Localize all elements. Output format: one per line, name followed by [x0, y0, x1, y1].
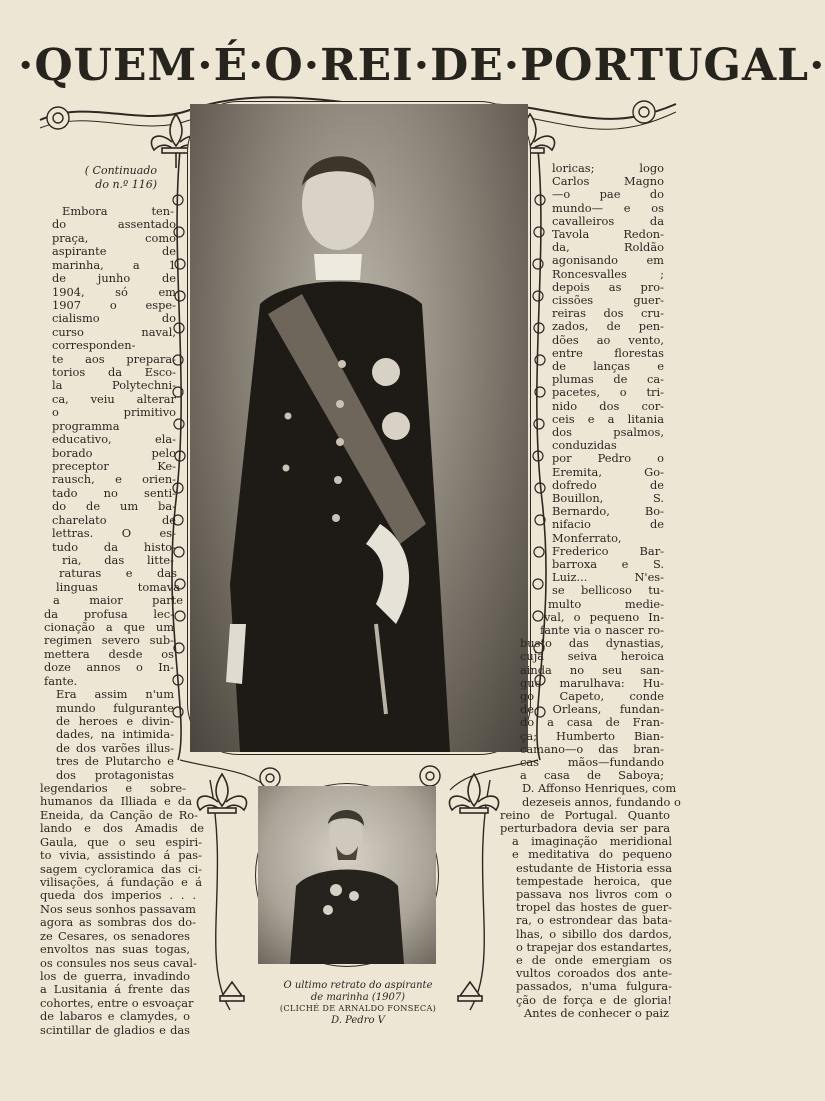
text-line: dezeseis annos, fundando o: [522, 794, 681, 809]
text-line: de dos varões illus-: [56, 740, 174, 755]
text-line: camano—o das bran-: [520, 741, 664, 756]
continuation-line-1: ( Continuado: [84, 164, 157, 177]
text-line: Bernardo, Bo-: [552, 504, 664, 519]
text-line: programma: [52, 418, 120, 433]
medallion-figure-icon: [258, 786, 436, 964]
text-line: torios da Esco-: [52, 365, 176, 380]
text-line: zados, de pen-: [552, 319, 664, 334]
text-line: Roncesvalles ;: [552, 266, 664, 281]
text-line: a imaginação meridional: [512, 834, 672, 849]
text-line: do de um ba-: [52, 499, 176, 514]
text-line: e meditativa do pequeno: [512, 847, 672, 862]
text-line: dões ao vento,: [552, 332, 664, 347]
text-line: Embora ten-: [62, 204, 174, 218]
text-line: fante.: [44, 673, 78, 688]
text-line: ca, veiu alterar: [52, 391, 176, 406]
text-line: te aos prepara-: [52, 351, 176, 366]
text-line: mundo— e os: [552, 200, 664, 215]
text-line: pacetes, o tri-: [552, 385, 664, 400]
text-line: dofredo de: [552, 477, 664, 492]
text-line: loricas; logo: [552, 161, 664, 175]
text-line: lhas, o sibillo dos dardos,: [516, 926, 672, 941]
text-line: por Pedro o: [552, 451, 664, 466]
text-line: do a casa de Fran-: [520, 715, 664, 730]
text-line: passava nos livros com o: [516, 887, 672, 901]
text-line: perturbadora devia ser para: [500, 821, 670, 835]
text-line: Bouillon, S.: [552, 491, 664, 505]
text-line: cuja seiva heroica: [520, 649, 664, 664]
medallion-photo: [258, 786, 436, 964]
text-line: praça, como: [52, 230, 176, 245]
text-line: se bellicoso tu-: [552, 583, 664, 598]
text-line: dos protagonistas: [56, 767, 174, 782]
main-photo: [190, 104, 528, 752]
text-line: Era assim n'um: [56, 687, 174, 702]
text-line: val, o pequeno In-: [544, 609, 664, 624]
text-line: a casa de Saboya;: [520, 768, 664, 783]
text-line: cas mãos—fundando: [520, 755, 664, 769]
text-line: vultos coroados dos ante-: [516, 966, 672, 981]
text-line: ze Cesares, os senadores: [40, 928, 190, 943]
continuation-line-2: do n.º 116): [95, 178, 157, 191]
text-line: a Lusitania á frente das: [40, 982, 190, 997]
text-line: a maior parte: [53, 593, 183, 608]
text-line: Antes de conhecer o paiz: [524, 1005, 670, 1020]
text-line: busto das dynastias,: [520, 636, 664, 651]
text-line: de junho de: [52, 271, 176, 286]
text-line: Carlos Magno: [552, 174, 664, 189]
text-line: ça; Humberto Bian-: [520, 728, 664, 743]
text-line: fante via o nascer ro-: [540, 623, 664, 637]
text-line: cialismo do: [52, 311, 176, 326]
photo-caption: [262, 980, 454, 1026]
text-line: 1904, só em: [52, 284, 176, 299]
text-line: ra, o estrondear das bata-: [516, 913, 672, 928]
text-line: curso naval,: [52, 324, 176, 339]
text-line: da profusa lec-: [44, 606, 174, 621]
text-line: barroxa e S.: [552, 557, 664, 571]
text-line: ção de força e de gloria!: [516, 992, 672, 1007]
text-line: Frederico Bar-: [552, 543, 664, 558]
text-line: doze annos o In-: [44, 660, 174, 675]
text-line: depois as pro-: [552, 279, 664, 294]
text-line: lando e dos Amadis de: [40, 821, 204, 836]
text-line: plumas de ca-: [552, 372, 664, 387]
text-line: sagem cycloramica das ci-: [40, 861, 202, 876]
text-line: borado pelo: [52, 445, 176, 460]
photo-credit: (CLICHÉ DE ARNALDO FONSECA): [279, 1003, 437, 1014]
text-line: Eremita, Go-: [552, 464, 664, 479]
text-line: lettras. O es-: [52, 526, 176, 541]
text-line: tado no senti-: [52, 485, 176, 500]
text-line: regimen severo sub-: [44, 633, 174, 648]
text-line: o primitivo: [52, 405, 176, 420]
text-line: linguas tomava: [56, 579, 180, 594]
text-line: e de onde emergiam os: [516, 953, 672, 967]
text-line: Luiz... N'es-: [552, 570, 664, 585]
text-line: tropel das hostes de guer-: [516, 900, 672, 915]
text-line: tudo da histo-: [52, 539, 176, 554]
text-line: educativo, ela-: [52, 432, 176, 447]
text-line: queda dos imperios . . .: [40, 888, 196, 903]
text-line: humanos da Illiada e da: [40, 794, 192, 809]
text-line: de heroes e divin-: [56, 713, 174, 728]
text-line: conduzidas: [552, 438, 617, 453]
text-line: ainda no seu san-: [520, 662, 664, 677]
medallion-label: D. Pedro V: [331, 1014, 385, 1026]
text-line: mettera desde os: [44, 646, 174, 661]
text-line: nifacio de: [552, 517, 664, 532]
text-line: dos psalmos,: [552, 425, 664, 439]
text-line: de lanças e: [552, 359, 664, 373]
text-line: da, Roldão: [552, 240, 664, 255]
text-line: preceptor Ke-: [52, 458, 176, 473]
text-line: cavalleiros da: [552, 213, 664, 228]
text-line: los de guerra, invadindo: [40, 968, 190, 983]
text-line: passados, n'uma fulgura-: [516, 979, 672, 994]
text-line: estudante de Historia essa: [516, 860, 672, 875]
text-line: do assentado: [52, 217, 176, 232]
continuation-note: [62, 164, 157, 192]
text-line: Tavola Redon-: [552, 227, 664, 241]
text-line: —o pae do: [552, 187, 664, 202]
text-line: D. Affonso Henriques, com: [522, 781, 677, 796]
text-line: charelato de: [52, 512, 176, 527]
text-line: cohortes, entre o esvoaçar: [40, 995, 194, 1010]
text-line: agonisando em: [552, 253, 664, 268]
text-line: vilisações, á fundação e á: [40, 875, 202, 889]
text-line: gue marulhava: Hu-: [520, 675, 664, 690]
text-line: cissões guer-: [552, 293, 664, 307]
text-line: nido dos cor-: [552, 398, 664, 413]
caption-line-1: O ultimo retrato do aspirante: [283, 980, 433, 991]
text-line: envoltos nas suas togas,: [40, 942, 190, 957]
text-line: reiras dos cru-: [552, 306, 664, 321]
text-line: reino de Portugal. Quanto: [500, 807, 670, 822]
text-line: mundo fulgurante: [56, 700, 174, 715]
text-line: de Orleans, fundan-: [520, 702, 664, 717]
text-line: corresponden-: [52, 338, 136, 353]
text-line: marinha, a 1: [52, 257, 176, 272]
text-line: aspirante de: [52, 244, 176, 259]
text-line: dades, na intimida-: [56, 727, 174, 742]
caption-line-2: de marinha (1907): [310, 991, 406, 1003]
text-line: agora as sombras dos do-: [40, 915, 196, 930]
text-line: cionação a que um: [44, 620, 174, 635]
text-line: de labaros e clamydes, o: [40, 1009, 190, 1024]
text-line: multo medie-: [548, 596, 664, 611]
portrait-figure-icon: [190, 104, 528, 752]
text-line: rausch, e orien-: [52, 472, 176, 487]
text-line: Gaula, que o seu espiri-: [40, 834, 202, 849]
text-line: Monferrato,: [552, 530, 622, 545]
text-line: scintillar de gladios e das: [40, 1022, 190, 1037]
text-line: go Capeto, conde: [520, 689, 664, 703]
text-line: ceis e a litania: [552, 411, 664, 426]
text-line: Eneida, da Canção de Ro-: [40, 807, 198, 822]
text-line: to vivia, assistindo á pas-: [40, 848, 202, 863]
text-line: raturas e das: [59, 566, 177, 581]
text-line: entre florestas: [552, 345, 664, 360]
text-line: tres de Plutarcho e: [56, 754, 174, 769]
text-line: Nos seus sonhos passavam: [40, 901, 196, 916]
text-line: 1907 o espe-: [52, 297, 176, 312]
text-line: tempestade heroica, que: [516, 873, 672, 888]
text-line: o trapejar dos estandartes,: [516, 939, 672, 954]
text-line: os consules nos seus caval-: [40, 955, 197, 970]
page-title: ·QUEM·É·O·REI·DE·PORTUGAL·: [18, 40, 825, 91]
text-line: legendarios e sobre-: [40, 781, 186, 796]
text-line: la Polytechni-: [52, 378, 176, 393]
text-line: ria, das litte-: [62, 552, 174, 567]
